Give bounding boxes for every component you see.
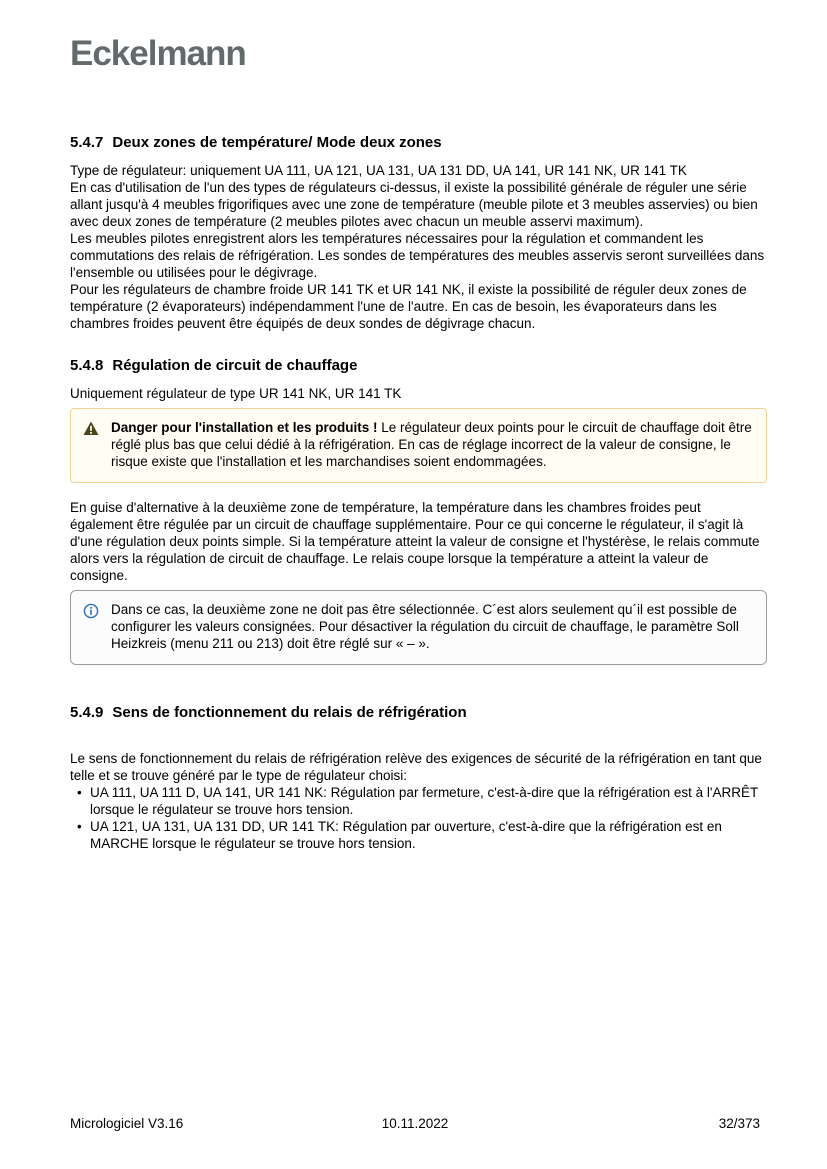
- info-notice-text: Dans ce cas, la deuxième zone ne doit pas être sélectionnée. C´est alors seulement qu´il est possible de configurer les valeurs consignées. Pour désactiver la régulation du circuit de chauffage, le paramètre Soll Heizkreis (menu 211 ou 213) doit être réglé sur « – ».: [111, 602, 739, 651]
- danger-notice-text: [111, 419, 752, 470]
- section-549-paragraph: Le sens de fonctionnement du relais de réfrigération relève des exigences de sécurité de la réfrigération en tant que telle et se trouve généré par le type de régulateur choisi:: [70, 751, 762, 783]
- danger-notice-body: Le régulateur deux points pour le circuit de chauffage doit être réglé plus bas que celui dédié à la réfrigération. En cas de réglage incorrect de la valeur de consigne, le risque existe que l'installation et les marchandises soient endommagées.: [111, 420, 752, 469]
- page-content: [70, 133, 767, 852]
- section-number: 5.4.9: [70, 704, 104, 721]
- section-title: Deux zones de température/ Mode deux zones: [112, 134, 442, 151]
- paragraph: En cas d'utilisation de l'un des types de régulateurs ci-dessus, il existe la possibilité générale de réguler une série allant jusqu'à 4 meubles frigorifiques avec une zone de température (meuble pilote et 3 meubles asservies) ou bien avec deux zones de température (2 meubles pilotes avec chacun un meuble asservi maximum).: [70, 180, 758, 229]
- section-number: 5.4.7: [70, 134, 104, 151]
- section-heading-547: [70, 133, 767, 152]
- section-heading-549: [70, 703, 767, 722]
- section-number: 5.4.8: [70, 357, 104, 374]
- regulator-type-line-548: Uniquement régulateur de type UR 141 NK, UR 141 TK: [70, 386, 402, 401]
- paragraph: Les meubles pilotes enregistrent alors les températures nécessaires pour la régulation et commandent les commutations des relais de réfrigération. Les sondes de températures des meubles asservis seront surveillées dans l'ensemble ou utilisées pour le dégivrage.: [70, 231, 765, 280]
- paragraph: Pour les régulateurs de chambre froide UR 141 TK et UR 141 NK, il existe la possibilité de réguler deux zones de température (2 évaporateurs) indépendamment l'une de l'autre. En cas de besoin, les évaporateurs dans les chambres froides peuvent être équipés de deux sondes de dégivrage chacun.: [70, 282, 747, 331]
- footer-date: 10.11.2022: [381, 1116, 449, 1131]
- warning-triangle-icon: [83, 419, 99, 440]
- info-notice-box: [70, 590, 767, 665]
- danger-notice-title: Danger pour l'installation et les produits !: [111, 420, 378, 435]
- footer-page-number: 32/373: [718, 1116, 760, 1131]
- list-item: • UA 111, UA 111 D, UA 141, UR 141 NK: Régulation par fermeture, c'est-à-dire que la réfrigération est à l'ARRÊT lorsque le régulateur se trouve hors tension.: [70, 784, 767, 818]
- page-footer: [70, 1115, 760, 1132]
- section-548-paragraph: En guise d'alternative à la deuxième zone de température, la température dans les chambres froides peut également être régulée par un circuit de chauffage supplémentaire. Pour ce qui concerne le régulateur, il s'agit là d'une régulation deux points simple. Si la température atteint la valeur de consigne et l'hystérèse, le relais commute alors vers la régulation de circuit de chauffage. Le relais coupe lorsque la température a atteint la valeur de consigne.: [70, 500, 760, 583]
- eckelmann-logo: Eckelmann: [70, 34, 246, 73]
- section-heading-548: [70, 356, 767, 375]
- list-item: • UA 121, UA 131, UA 131 DD, UR 141 TK: Régulation par ouverture, c'est-à-dire que la réfrigération est en MARCHE lorsque le régulateur se trouve hors tension.: [70, 818, 767, 852]
- footer-firmware-version: Micrologiciel V3.16: [70, 1116, 184, 1131]
- info-circle-icon: [83, 601, 99, 623]
- danger-notice-box: [70, 408, 767, 483]
- regulator-bullet-list: [70, 784, 767, 852]
- section-547-body: [70, 179, 767, 332]
- section-title: Régulation de circuit de chauffage: [112, 357, 358, 374]
- section-title: Sens de fonctionnement du relais de réfrigération: [112, 704, 467, 721]
- regulator-type-line-547: Type de régulateur: uniquement UA 111, UA 121, UA 131, UA 131 DD, UA 141, UR 141 NK, UR 141 TK: [70, 163, 687, 178]
